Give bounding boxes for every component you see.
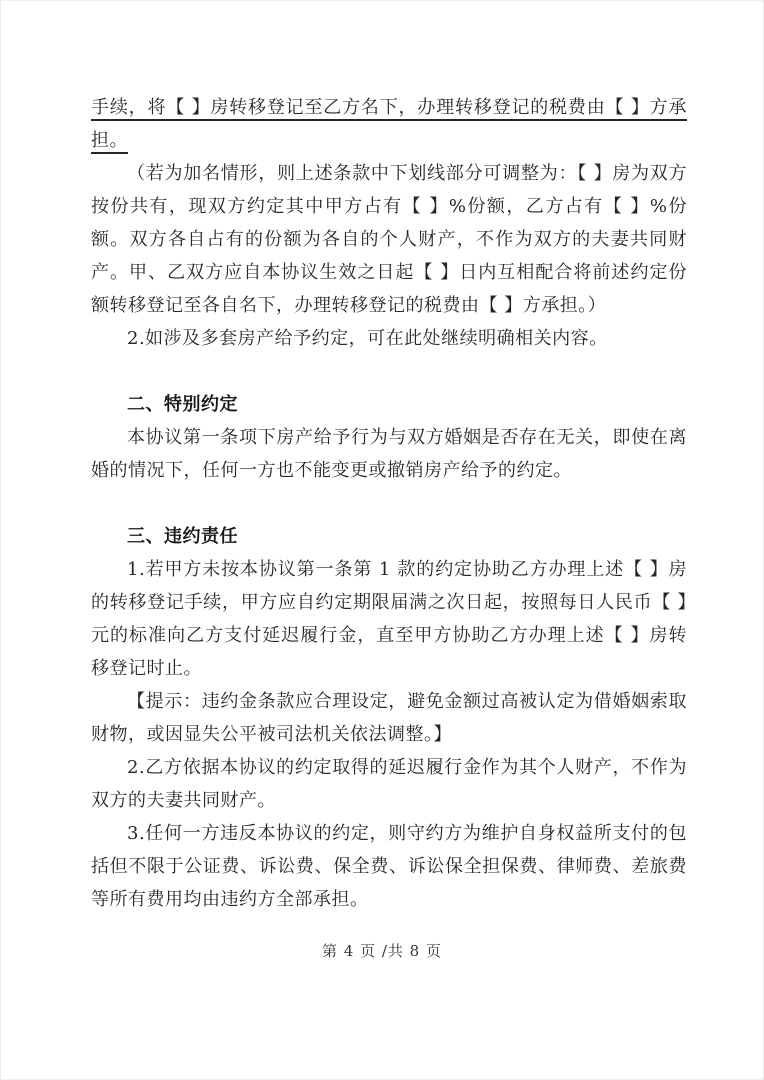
paragraph-name-adding-variant-note: （若为加名情形，则上述条款中下划线部分可调整为：【 】房为双方按份共有，现双方约定其中甲方占有【 】%份额，乙方占有【 】%份额。双方各自占有的份额为各自的个人财产，不作为双方的夫妻共同财产。甲、乙双方应自本协议生效之日起【 】日内互相配合将前述约定份额转移登记至各自名下，办理转移登记的税费由【 】方承担。） <box>91 163 687 316</box>
paragraph-breach-item-1: 1.若甲方未按本协议第一条第 1 款的约定协助乙方办理上述【 】房的转移登记手续，甲方应自约定期限届满之次日起，按照每日人民币【 】元的标准向乙方支付延迟履行金，直至甲方协助乙方办理上述【 】房转移登记时止。 <box>91 559 687 679</box>
paragraph-transfer-continuation: 手续，将【 】房转移登记至乙方名下，办理转移登记的税费由【 】方承担。 <box>91 97 687 151</box>
paragraph-breach-item-2: 2.乙方依据本协议的约定取得的延迟履行金作为其个人财产，不作为双方的夫妻共同财产。 <box>91 757 687 811</box>
page-footer: 第 4 页 /共 8 页 <box>322 942 442 960</box>
paragraph-multiple-properties-item: 2.如涉及多套房产给予约定，可在此处继续明确相关内容。 <box>127 328 608 349</box>
document-body <box>91 91 687 916</box>
paragraph-penalty-tip-note: 【提示：违约金条款应合理设定，避免金额过高被认定为借婚姻索取财物，或因显失公平被司法机关依法调整。】 <box>91 691 687 745</box>
section-heading-breach-liability: 三、违约责任 <box>127 526 238 547</box>
paragraph-special-agreement-body: 本协议第一条项下房产给予行为与双方婚姻是否存在无关，即使在离婚的情况下，任何一方也不能变更或撤销房产给予的约定。 <box>91 427 687 481</box>
section-heading-special-agreement: 二、特别约定 <box>127 394 238 415</box>
paragraph-breach-item-3: 3.任何一方违反本协议的约定，则守约方为维护自身权益所支付的包括但不限于公证费、诉讼费、保全费、诉讼保全担保费、律师费、差旅费等所有费用均由违约方全部承担。 <box>91 823 687 910</box>
